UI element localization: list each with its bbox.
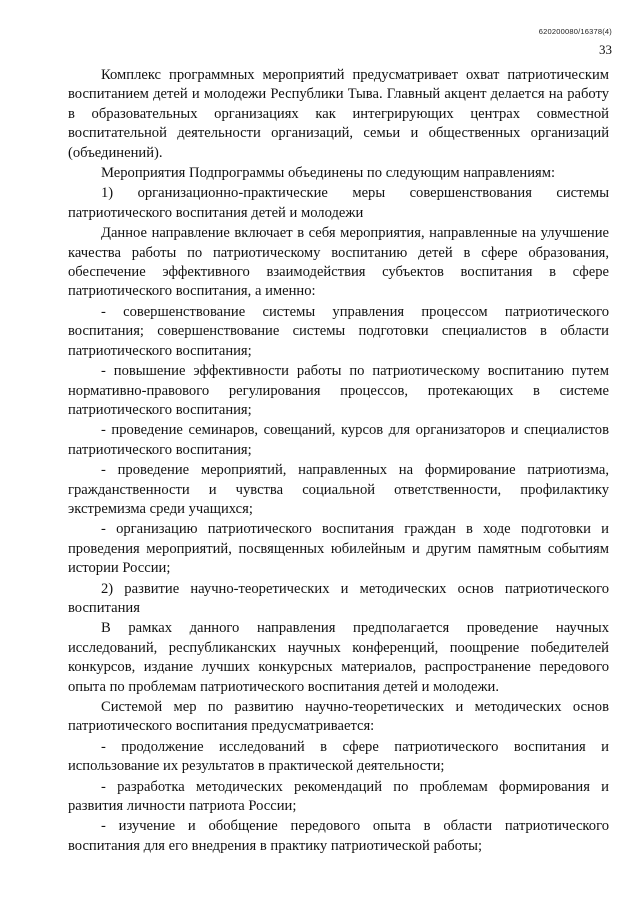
list-item: - изучение и обобщение передового опыта в области патриотического воспитания для его внедрения в практику патриотической работы;	[68, 818, 609, 854]
list-item: - продолжение исследований в сфере патриотического воспитания и использование их результатов в практической деятельности;	[68, 738, 609, 775]
paragraph: Данное направление включает в себя мероприятия, направленные на улучшение качества работы по патриотическому воспитанию детей в сфере образования, обеспечение эффективного взаимодействия субъектов воспитания в сфере патриотического воспитания, а именно:	[68, 225, 609, 300]
document-body	[68, 66, 609, 856]
paragraph: 1) организационно-практические меры совершенствования системы патриотического воспитания детей и молодежи	[68, 185, 609, 221]
list-item: - повышение эффективности работы по патриотическому воспитанию путем нормативно-правового регулирования процессов, протекающих в системе патриотического воспитания;	[68, 363, 609, 418]
paragraph: В рамках данного направления предполагается проведение научных исследований, республиканских научных конференций, поощрение победителей конкурсов, издание лучших конкурсных материалов, распространение передового опыта по проблемам патриотического воспитания детей и молодежи.	[68, 620, 609, 695]
list-item: - проведение семинаров, совещаний, курсов для организаторов и специалистов патриотического воспитания;	[68, 422, 609, 458]
list-item: - проведение мероприятий, направленных на формирование патриотизма, гражданственности и чувства социальной ответственности, профилактику экстремизма среди учащихся;	[68, 462, 609, 517]
page-number: 33	[599, 42, 612, 57]
document-registration-code: 620200080/16378(4)	[538, 27, 612, 36]
paragraph: 2) развитие научно-теоретических и методических основ патриотического воспитания	[68, 580, 609, 616]
list-item: - организацию патриотического воспитания граждан в ходе подготовки и проведения мероприятий, посвященных юбилейным и другим памятным событиям истории России;	[68, 521, 609, 577]
paragraph: Комплекс программных мероприятий предусматривает охват патриотическим воспитанием детей и молодежи Республики Тыва. Главный акцент делается на работу в образовательных организациях как интегрирующих центрах совместной воспитательной деятельности организаций, семьи и общественных организаций (объединений).	[68, 67, 609, 161]
list-item: - разработка методических рекомендаций по проблемам формирования и развития личности патриота России;	[68, 778, 609, 815]
list-item: - совершенствование системы управления процессом патриотического воспитания; совершенствование системы подготовки специалистов в области патриотического воспитания;	[68, 303, 609, 359]
paragraph: Системой мер по развитию научно-теоретических и методических основ патриотического воспитания предусматривается:	[68, 699, 609, 735]
paragraph: Мероприятия Подпрограммы объединены по следующим направлениям:	[101, 165, 556, 182]
